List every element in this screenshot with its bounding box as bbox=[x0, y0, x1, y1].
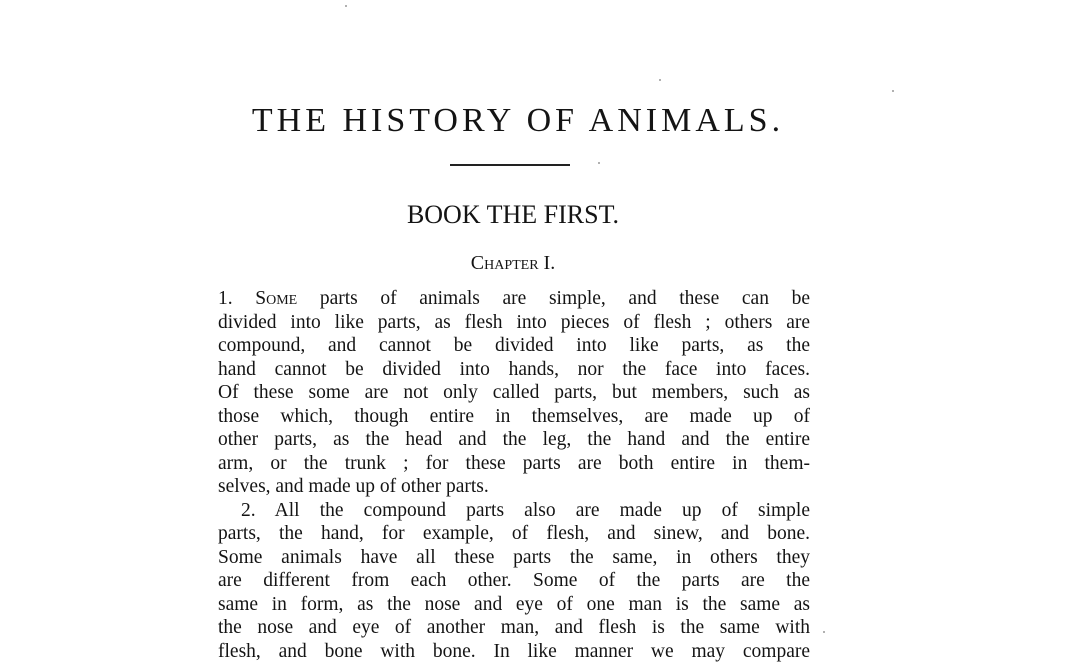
paragraph-2-line: the nose and eye of another man, and flesh is the same with bbox=[218, 617, 810, 638]
chapter-heading: Chapter I. bbox=[470, 252, 556, 274]
paragraph-1-line: hand cannot be divided into hands, nor the face into faces. bbox=[218, 358, 810, 380]
paragraph-1-line: arm, or the trunk ; for these parts are both entire in them- bbox=[218, 452, 810, 474]
paragraph-1-line: selves, and made up of other parts. bbox=[218, 476, 489, 497]
paragraph-2-line: parts, the hand, for example, of flesh, and sinew, and bone. bbox=[218, 523, 810, 544]
page-title: THE HISTORY OF ANIMALS. bbox=[251, 102, 785, 139]
book-heading: BOOK THE FIRST. bbox=[406, 200, 620, 229]
paragraph-1-line: those which, though entire in themselves, are made up of bbox=[218, 405, 810, 427]
scan-speck bbox=[892, 90, 894, 92]
scan-speck bbox=[345, 5, 347, 7]
scan-speck bbox=[659, 79, 661, 81]
paragraph-2-line: 2. All the compound parts also are made up of simple bbox=[241, 499, 810, 521]
paragraph-2-line: same in form, as the nose and eye of one man is the same as bbox=[218, 593, 810, 615]
title-divider bbox=[450, 164, 570, 166]
paragraph-1-line: compound, and cannot be divided into like parts, as the bbox=[218, 335, 810, 356]
paragraph-2-line: Some animals have all these parts the same, in others they bbox=[218, 546, 810, 568]
paragraph-2-line: flesh, and bone with bone. In like manner we may compare bbox=[218, 640, 810, 662]
scan-speck bbox=[823, 631, 825, 633]
paragraph-1-line-text: parts of animals are simple, and these can be bbox=[297, 288, 810, 309]
body-text bbox=[218, 287, 810, 663]
paragraph-1-line: divided into like parts, as flesh into pieces of flesh ; others are bbox=[218, 311, 810, 333]
paragraph-1-line: other parts, as the head and the leg, the hand and the entire bbox=[218, 429, 810, 450]
paragraph-1-line bbox=[218, 287, 810, 311]
scan-speck bbox=[598, 162, 600, 164]
paragraph-1-line: Of these some are not only called parts, but members, such as bbox=[218, 382, 810, 403]
paragraph-opening-word: Some bbox=[255, 288, 298, 309]
paragraph-number: 1. bbox=[218, 288, 256, 309]
paragraph-2-line: are different from each other. Some of the parts are the bbox=[218, 570, 810, 591]
